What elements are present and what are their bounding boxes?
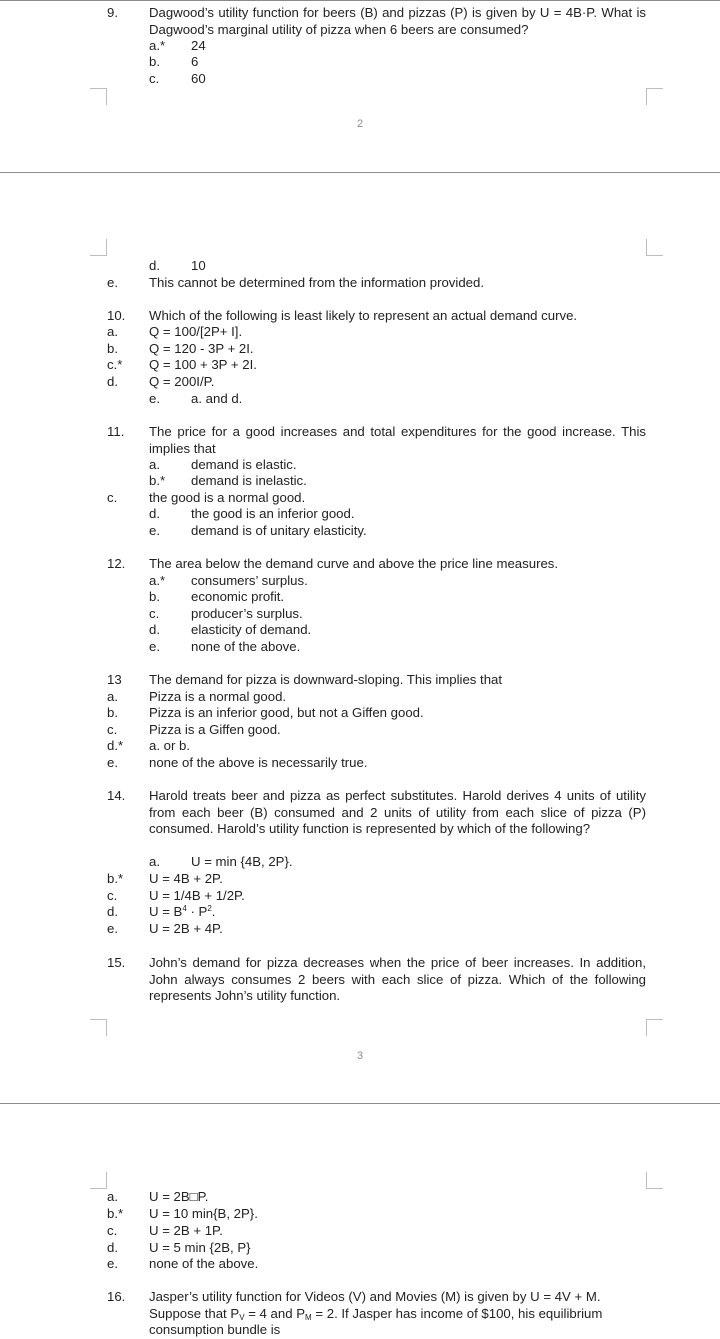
q9-e-text: This cannot be determined from the information provided. [149,275,484,290]
q15-d-label: d. [107,1240,118,1255]
q16-sub-v: V [239,1313,245,1322]
q13-e-text: none of the above is necessarily true. [149,755,368,770]
q12-a-text: consumers’ surplus. [191,573,308,588]
top-rule [0,0,720,1]
q9-text: Dagwood’s utility function for beers (B) and pizzas (P) is given by U = 4B·P. What is Dagwood’s marginal utility of pizza when 6 beers are consumed? [149,5,646,37]
q15-text: John’s demand for pizza decreases when the price of beer increases. In addition, John always consumes 2 beers with each slice of pizza. Which of the following represents John’s utility function. [149,955,646,1004]
q11-b-label: b.* [149,473,166,488]
q11-text: The price for a good increases and total expenditures for the good increase. This implies that [149,424,646,456]
q14-number: 14. [107,788,126,803]
q10-a-label: a. [107,324,118,339]
q10-a-text: Q = 100/[2P+ I]. [149,324,243,339]
q13-e-label: e. [107,755,118,770]
q9-c-text: 60 [191,71,206,86]
q10-e-text: a. and d. [191,391,243,406]
q15-e-label: e. [107,1256,118,1271]
q16-sub-m: M [305,1313,312,1322]
q14-b-text: U = 4B + 2P. [149,871,223,886]
q14-a-text: U = min {4B, 2P}. [191,854,293,869]
q13-a-text: Pizza is a normal good. [149,689,287,704]
q14-text: Harold treats beer and pizza as perfect substitutes. Harold derives 4 units of utility from each beer (B) consumed and 2 units of utility from each slice of pizza (P) consumed. Harold’s utility function is represented by which of the following? [149,788,646,837]
q14-c-label: c. [107,888,118,903]
q12-c-text: producer’s surplus. [191,606,303,621]
q14-d-mid: · P [186,904,208,919]
crop-mark-br-2 [646,1172,663,1189]
q13-c-text: Pizza is a Giffen good. [149,722,281,737]
q13-d-label: d.* [107,738,124,753]
q15-a-text: U = 2B□P. [149,1189,209,1204]
q13-c-label: c. [107,722,118,737]
q13-d-text: a. or b. [149,738,191,753]
q16-l2-c: = 2. If Jasper has income of $100, his equilibrium [311,1306,603,1321]
q10-d-text: Q = 200I/P. [149,374,215,389]
q16-line1: Jasper’s utility function for Videos (V) and Movies (M) is given by U = 4V + M. [149,1289,601,1304]
q16-line3: consumption bundle is [149,1322,281,1337]
q9-b-label: b. [149,54,160,69]
q15-number: 15. [107,955,126,970]
q11-d-label: d. [149,506,160,521]
q12-c-label: c. [149,606,160,621]
crop-mark-tl-2 [90,1019,107,1036]
q10-b-label: b. [107,341,118,356]
q15-c-label: c. [107,1223,118,1238]
q14-a-label: a. [149,854,160,869]
q13-number: 13 [107,672,122,687]
q14-e-text: U = 2B + 4P. [149,921,223,936]
q12-b-label: b. [149,589,160,604]
q15-d-text: U = 5 min {2B, P} [149,1240,251,1255]
page-number-3: 3 [356,1050,364,1062]
q12-e-text: none of the above. [191,639,301,654]
q12-d-text: elasticity of demand. [191,622,312,637]
q10-c-label: c.* [107,357,123,372]
q14-d-end: . [211,904,216,919]
q9-c-label: c. [149,71,160,86]
q9-a-label: a.* [149,38,166,53]
crop-mark-bl-2 [90,1172,107,1189]
q11-a-text: demand is elastic. [191,457,297,472]
q11-a-label: a. [149,457,160,472]
q11-e-label: e. [149,523,160,538]
q11-c-label: c. [107,490,118,505]
q14-d-sup2: 2 [207,904,212,913]
q14-d-text [149,904,215,921]
q9-d-text: 10 [191,258,206,273]
q9-number: 9. [107,5,118,20]
q12-a-label: a.* [149,573,166,588]
q11-e-text: demand is of unitary elasticity. [191,523,367,538]
page-break-2 [0,1103,720,1104]
q15-c-text: U = 2B + 1P. [149,1223,223,1238]
crop-mark-tr [646,88,663,105]
q13-b-text: Pizza is an inferior good, but not a Giffen good. [149,705,424,720]
q10-number: 10. [107,308,126,323]
crop-mark-br [646,239,663,256]
q15-b-label: b.* [107,1206,124,1221]
q14-c-text: U = 1/4B + 1/2P. [149,888,245,903]
q10-c-text: Q = 100 + 3P + 2I. [149,357,257,372]
q11-d-text: the good is an inferior good. [191,506,355,521]
q13-text: The demand for pizza is downward-sloping. This implies that [149,672,503,687]
q16-l2-a: Suppose that P [149,1306,240,1321]
q16-number: 16. [107,1289,126,1304]
q15-b-text: U = 10 min{B, 2P}. [149,1206,258,1221]
q13-b-label: b. [107,705,118,720]
q9-e-label: e. [107,275,118,290]
q9-a-text: 24 [191,38,206,53]
q9-b-text: 6 [191,54,199,69]
q12-text: The area below the demand curve and above the price line measures. [149,556,559,571]
q10-b-text: Q = 120 - 3P + 2I. [149,341,254,356]
q12-e-label: e. [149,639,160,654]
q13-a-label: a. [107,689,118,704]
q12-b-text: economic profit. [191,589,285,604]
q10-d-label: d. [107,374,118,389]
crop-mark-tr-2 [646,1019,663,1036]
page-break-1 [0,172,720,173]
q10-text: Which of the following is least likely to represent an actual demand curve. [149,308,578,323]
page-number-2: 2 [356,118,364,130]
q16-line2 [149,1306,602,1323]
q14-b-label: b.* [107,871,124,886]
q14-d-label: d. [107,904,118,919]
q11-b-text: demand is inelastic. [191,473,307,488]
q11-c-text: the good is a normal good. [149,490,306,505]
q14-e-label: e. [107,921,118,936]
q16-l2-b: = 4 and P [244,1306,306,1321]
q10-e-label: e. [149,391,160,406]
q14-d-sup1: 4 [182,904,187,913]
q15-e-text: none of the above. [149,1256,259,1271]
q9-d-label: d. [149,258,160,273]
q12-number: 12. [107,556,126,571]
q15-a-label: a. [107,1189,118,1204]
q11-number: 11. [107,424,125,439]
crop-mark-bl [90,239,107,256]
q14-d-pre: U = B [149,904,183,919]
crop-mark-tl [90,88,107,105]
q12-d-label: d. [149,622,160,637]
